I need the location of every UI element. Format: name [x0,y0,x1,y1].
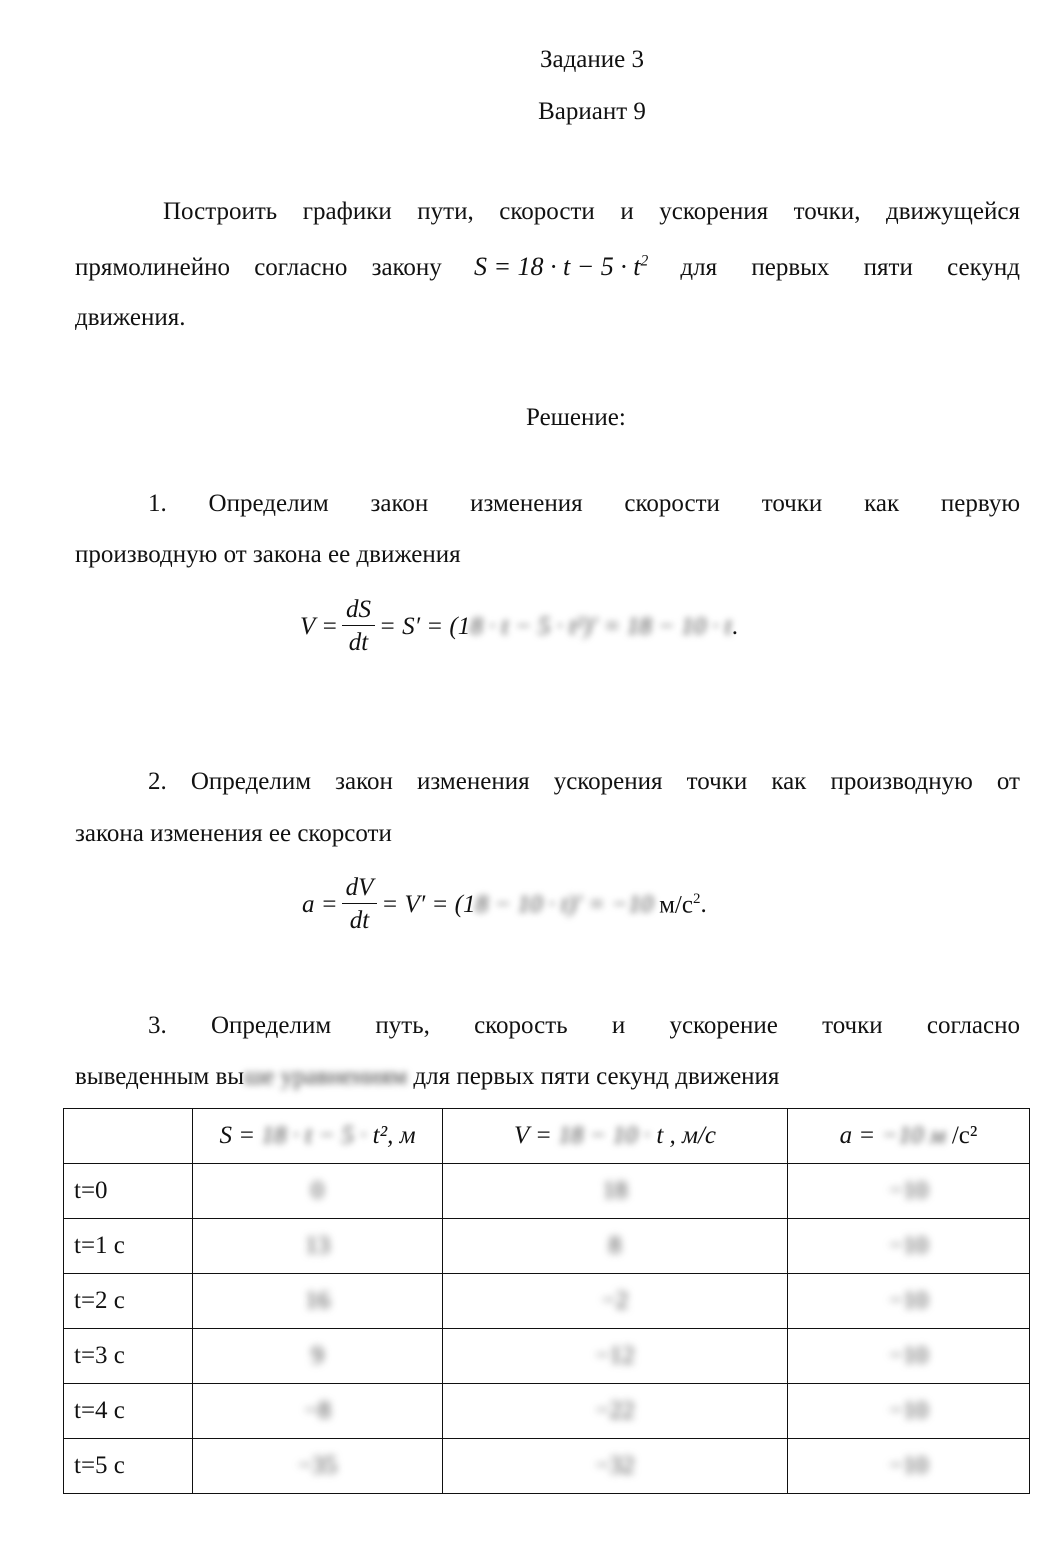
s-cell: 9 [193,1329,443,1384]
step3-text-b: для первых пяти секунд движения [413,1063,780,1090]
table-row [64,1219,1030,1274]
step1-line-1: 1. Определим закон изменения скорости точки как первую [148,490,1020,517]
table-row [64,1329,1030,1384]
task-line-1: Построить графики пути, скорости и ускорения точки, движущейся [163,198,1020,225]
eq1-middle: = S′ = (1 [378,613,471,640]
time-cell: t=3 с [64,1329,193,1384]
eq2-denominator: dt [349,906,370,934]
step1-equation [300,592,738,662]
header-empty-cell [64,1109,193,1164]
s-cell: −8 [193,1384,443,1439]
a-cell: −10 [788,1274,1030,1329]
eq2-unit: $м/с^2$ [659,890,701,919]
time-cell: t=4 с [64,1384,193,1439]
step3-line-2 [75,1063,779,1091]
v-cell: 18 [443,1164,788,1219]
table-row [64,1439,1030,1494]
task-formula: $S = 18 \cdot t - 5 \cdot t^2$ [473,252,649,281]
task-text-end: для первых пяти секунд [680,254,1020,281]
s-cell: 0 [193,1164,443,1219]
eq2-lhs: a = [302,891,338,918]
a-cell: −10 [788,1384,1030,1439]
table-row [64,1274,1030,1329]
step2-line-1: 2. Определим закон изменения ускорения точки как производную от [148,768,1020,795]
s-cell: −35 [193,1439,443,1494]
step2-equation [302,870,707,940]
time-cell: t=1 с [64,1219,193,1274]
header-a: a = −10 м /с² [788,1109,1030,1164]
eq1-fraction [342,595,375,660]
eq2-middle: = V′ = (1 [381,891,476,918]
eq2-fraction [342,873,378,938]
eq1-lhs: V = [300,613,338,640]
a-cell: −10 [788,1329,1030,1384]
eq2-numerator: dV [342,873,378,904]
v-cell: −12 [443,1329,788,1384]
a-cell: −10 [788,1219,1030,1274]
task-text: прямолинейно согласно закону [75,254,442,281]
eq1-blurred: 8 · t − 5 · t²)′ = 18 − 10 · t [470,613,732,640]
v-cell: −22 [443,1384,788,1439]
a-cell: −10 [788,1439,1030,1494]
time-cell: t=0 [64,1164,193,1219]
page-title: Задание 3 [539,46,645,73]
table-row [64,1164,1030,1219]
v-cell: −32 [443,1439,788,1494]
eq1-denominator: dt [348,628,369,656]
s-cell: 16 [193,1274,443,1329]
solution-heading: Решение: [526,404,626,431]
v-cell: 8 [443,1219,788,1274]
table-row [64,1384,1030,1439]
v-cell: −2 [443,1274,788,1329]
header-v: V = 18 − 10 · t , м/с [443,1109,788,1164]
time-cell: t=5 с [64,1439,193,1494]
step3-line-1: 3. Определим путь, скорость и ускорение точки согласно [148,1012,1020,1039]
step3-blurred: ше уравнениям [244,1063,408,1090]
header-s: S = 18 · t − 5 · t², м [193,1109,443,1164]
eq2-end: . [700,891,707,918]
table-header-row [64,1109,1030,1164]
results-table [63,1108,1030,1494]
variant-label: Вариант 9 [538,98,646,125]
step1-line-2: производную от закона ее движения [75,541,461,568]
step3-text-a: выведенным вы [75,1063,245,1090]
task-line-2 [75,252,1020,282]
step2-line-2: закона изменения ее скорсоти [75,820,392,847]
eq2-blurred: 8 − 10 · t)′ = −10 [475,891,654,918]
eq1-end: . [731,613,738,640]
time-cell: t=2 с [64,1274,193,1329]
task-line-3: движения. [75,304,186,331]
s-cell: 13 [193,1219,443,1274]
a-cell: −10 [788,1164,1030,1219]
eq1-numerator: dS [342,595,375,626]
